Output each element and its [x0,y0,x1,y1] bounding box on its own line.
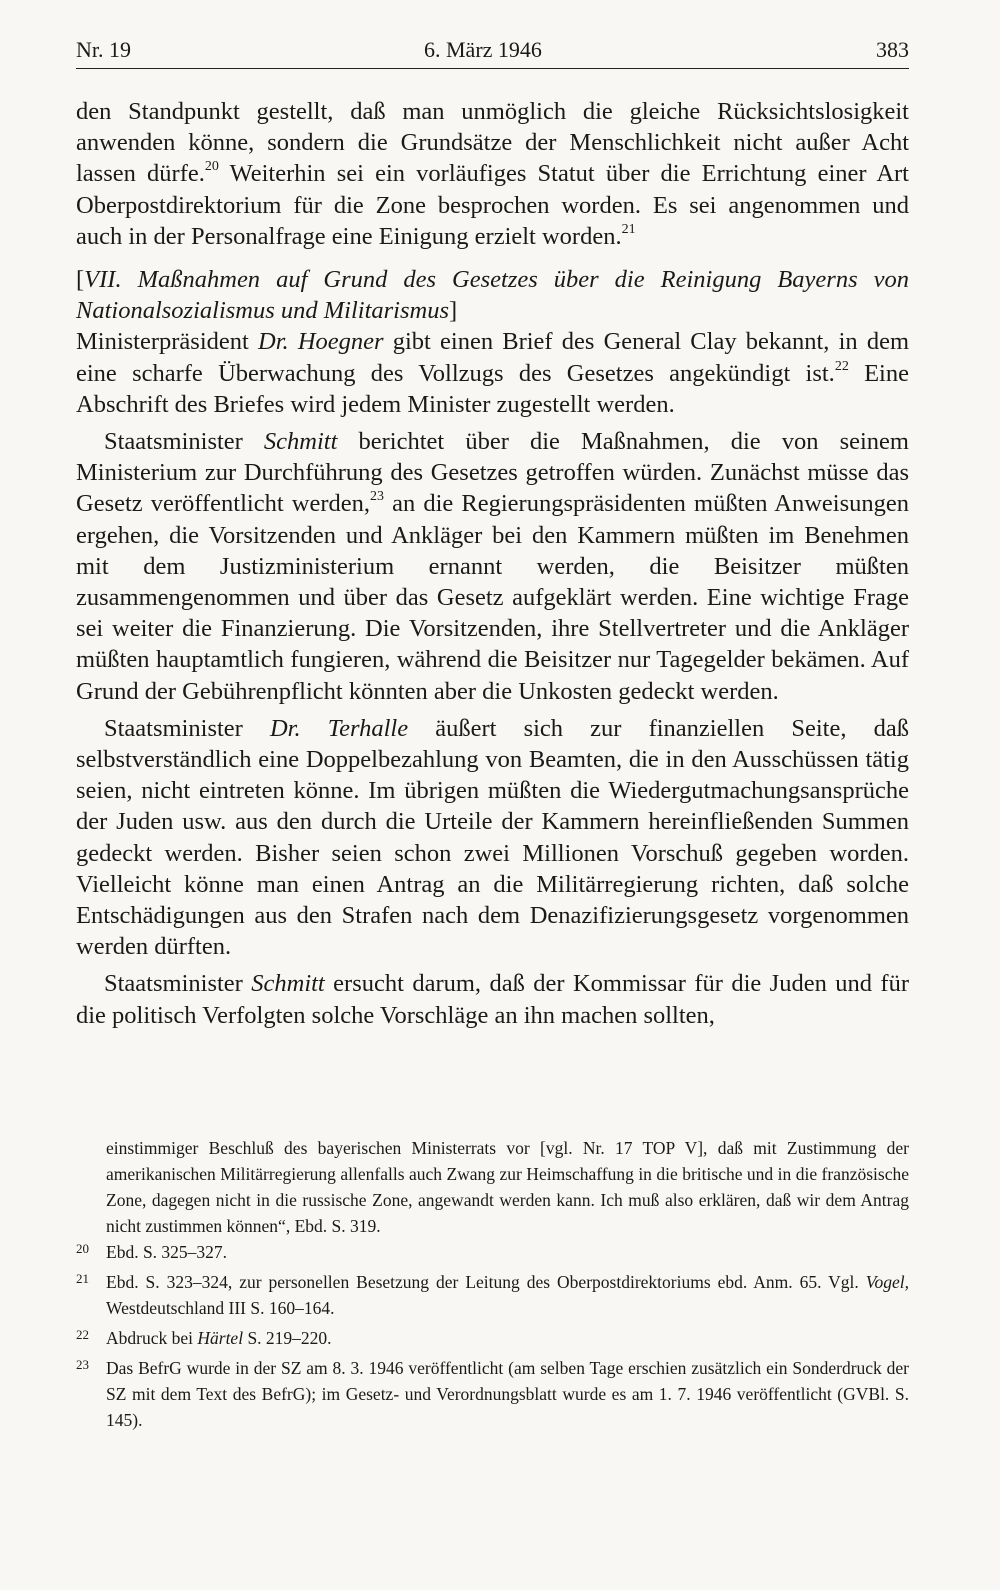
footnote-number: 20 [76,1241,89,1256]
person-name: Dr. Hoegner [258,328,384,356]
bracket: [ [76,266,85,294]
footnote-20 [76,1239,909,1265]
footnote-ref-20[interactable]: 20 [204,159,219,175]
text-run: gibt einen Brief des General Clay bekannt, in dem eine scharfe Überwachung des Vollzugs des Gesetzes angekündigt ist. [76,328,910,387]
footnote-ref-21[interactable]: 21 [621,221,636,237]
text-run: Weiterhin sei ein vorläufiges Statut über die Errichtung einer Art Oberpostdirektorium für die Zone besprochen worden. Es sei angenommen und auch in der Personalfrage eine Einigung erzielt worden. [76,160,909,250]
text-run: Staatsminister [104,970,252,998]
section-heading-title: VII. Maßnahmen auf Grund des Gesetzes über die Reinigung Bayerns von Nationalsozialismus und Militarismus [76,266,909,325]
text-run: ersucht darum, daß der Kommissar für die Juden und für die politisch Verfolgten solche Vorschläge an ihn machen sollten, [76,970,910,1029]
person-name: Schmitt [263,428,338,456]
footnote-text: Ebd. S. 323–324, zur personellen Besetzung der Leitung des Oberpostdirektoriums ebd. Anm. 65. Vgl. [106,1272,866,1292]
text-run: äußert sich zur finanziellen Seite, daß selbstverständlich eine Doppelbezahlung von Beamten, die in den Ausschüssen tätig seien, nicht eintreten könne. Im übrigen müßten die Wiedergutmachungsansprüche der Juden usw. aus den durch die Urteile der Kammern hereinfließenden Summen gedeckt werden. Bisher seien schon zwei Millionen Vorschuß gegeben worden. Vielleicht könne man einen Antrag an die Militärregierung richten, daß solche Entschädigungen aus den Strafen nach dem Denazifizierungsgesetz vorgenommen werden dürften. [76,714,909,961]
paragraph-4 [76,713,909,963]
footnote-text: Westdeutschland III S. 160–164. [106,1298,335,1318]
text-run: Ministerpräsident [76,328,259,356]
footnote-number: 21 [76,1271,89,1286]
paragraph-1 [76,96,909,252]
footnote-ref-23[interactable]: 23 [370,489,384,505]
text-run: Eine Abschrift des Briefes wird jedem Minister zugestellt werden. [76,359,909,418]
paragraph-2 [76,326,909,420]
text-run: Staatsminister [104,714,270,742]
person-name: Dr. Terhalle [269,714,409,742]
footnote-23 [76,1355,909,1433]
text-run: den Standpunkt gestellt, daß man unmöglich die gleiche Rücksichtslosigkeit anwenden könne, sondern die Grundsätze der Menschlichkeit nicht außer Acht lassen dürfe. [76,98,909,188]
footnote-text: Abdruck bei [106,1328,198,1348]
running-header [76,34,909,69]
footnote-21 [76,1269,909,1321]
paragraph-5 [76,968,909,1030]
page-number: 383 [876,37,909,62]
footnotes [76,1135,909,1433]
main-text [76,96,909,1031]
footnote-text: S. 219–220. [243,1328,332,1348]
issue-number: Nr. 19 [76,37,131,62]
footnote-text: Ebd. S. 325–327. [106,1242,228,1262]
author-name: Härtel [197,1328,244,1348]
footnote-text: Das BefrG wurde in der SZ am 8. 3. 1946 veröffentlicht (am selben Tage erschien zusätzlich ein Sonderdruck der SZ mit dem Text des BefrG); im Gesetz- und Verordnungsblatt wurde es am 1. 7. 1946 veröffentlicht (GVBl. S. 145). [106,1358,909,1430]
person-name: Schmitt [251,970,325,998]
text-run: berichtet über die Maßnahmen, die von seinem Ministerium zur Durchführung des Gesetzes getroffen würden. Zunächst müsse das Gesetz veröffentlicht werden, [76,428,909,518]
author-name: Vogel, [865,1272,909,1292]
text-run: Staatsminister [104,428,264,456]
section-heading [76,264,909,326]
text-run: an die Regierungspräsidenten müßten Anweisungen ergehen, die Vorsitzenden und Ankläger bei den Kammern müßten im Benehmen mit dem Justizministerium ernannt werden, die Beisitzer müßten zusammengenommen und über das Gesetz aufgeklärt werden. Eine wichtige Frage sei weiter die Finanzierung. Die Vorsitzenden, ihre Stellvertreter und die Ankläger müßten hauptamtlich fungieren, während die Beisitzer nur Tagegelder bekämen. Auf Grund der Gebührenpflicht könnten aber die Unkosten gedeckt werden. [76,490,909,705]
footnote-number: 23 [76,1357,89,1372]
bracket: ] [449,297,458,325]
footnote-22 [76,1325,909,1351]
header-date: 6. März 1946 [424,37,542,62]
paragraph-3 [76,426,909,707]
footnote-continuation: einstimmiger Beschluß des bayerischen Ministerrats vor [vgl. Nr. 17 TOP V], daß mit Zustimmung der amerikanischen Militärregierung allenfalls auch Zwang zur Heimschaffung in die britische und in die französische Zone, dagegen nicht in die russische Zone, angewandt werden kann. Ich muß also erklären, daß wir dem Antrag nicht zustimmen können“, Ebd. S. 319. [106,1138,909,1236]
footnote-number: 22 [76,1327,89,1342]
footnote-ref-22[interactable]: 22 [834,358,849,374]
